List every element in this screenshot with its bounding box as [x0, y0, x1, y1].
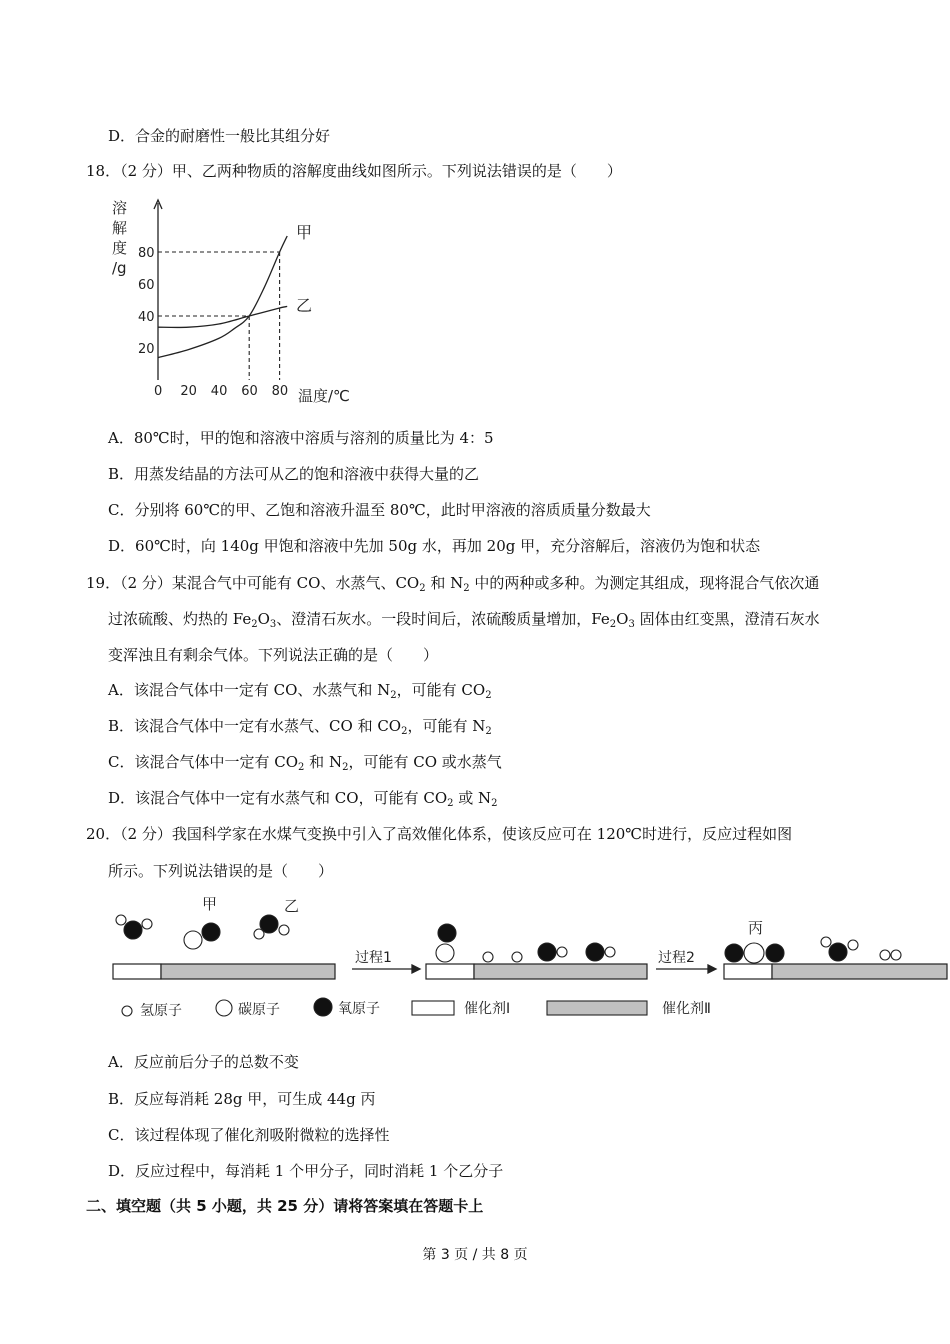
process-2-arrowhead-icon	[708, 965, 716, 973]
hydrogen-atom-icon	[557, 947, 567, 957]
q18-stem: 18．（2 分）甲、乙两种物质的溶解度曲线如图所示。下列说法错误的是（ ）	[86, 162, 622, 180]
legend-carbon-label: 碳原子	[238, 1002, 280, 1018]
process-1-label: 过程1	[355, 950, 392, 966]
q20-stem: 20．（2 分）我国科学家在水煤气变换中引入了高效催化体系，使该反应可在 120℃时进行，反应过程如图	[86, 825, 793, 843]
q18-option-d: D．60℃时，向 140g 甲饱和溶液中先加 50g 水，再加 20g 甲，充分溶解后，溶液仍为饱和状态	[108, 537, 761, 555]
legend-catalyst-2-swatch	[547, 1001, 647, 1015]
legend-hydrogen-icon	[122, 1006, 132, 1016]
process-1-arrowhead-icon	[412, 965, 420, 973]
hydrogen-atom-icon	[880, 950, 890, 960]
y-axis-label-char: 度	[112, 239, 128, 257]
y-tick-label: 20	[138, 342, 155, 357]
legend-catalyst-1-label: 催化剂Ⅰ	[464, 1001, 511, 1017]
carbon-atom-icon	[184, 931, 202, 949]
hydrogen-atom-icon	[848, 940, 858, 950]
label-jia: 甲	[202, 895, 218, 913]
carbon-atom-icon	[436, 944, 454, 962]
catalyst-1-surface	[724, 964, 772, 979]
legend-oxygen-icon	[314, 998, 332, 1016]
oxygen-atom-icon	[438, 924, 456, 942]
x-tick-label: 0	[154, 384, 163, 399]
y-axis-label-char: 溶	[112, 199, 128, 217]
x-tick-label: 20	[180, 384, 197, 399]
hydrogen-atom-icon	[483, 952, 493, 962]
oxygen-atom-icon	[124, 921, 142, 939]
carbon-atom-icon	[744, 943, 764, 963]
section-2-heading: 二、填空题（共 5 小题，共 25 分）请将答案填在答题卡上	[86, 1197, 484, 1215]
catalyst-2-surface	[161, 964, 335, 979]
oxygen-atom-icon	[260, 915, 278, 933]
reaction-process-diagram	[108, 890, 950, 1025]
q18-option-b: B．用蒸发结晶的方法可从乙的饱和溶液中获得大量的乙	[108, 465, 480, 483]
q18-option-a: A．80℃时，甲的饱和溶液中溶质与溶剂的质量比为 4：5	[108, 429, 494, 447]
x-tick-label: 60	[241, 384, 258, 399]
oxygen-atom-icon	[538, 943, 556, 961]
catalyst-2-surface	[772, 964, 947, 979]
q20-option-c: C．该过程体现了催化剂吸附微粒的选择性	[108, 1126, 390, 1144]
hydrogen-atom-icon	[116, 915, 126, 925]
q20-option-a: A．反应前后分子的总数不变	[108, 1053, 299, 1071]
q19-option-c: C．该混合气体中一定有 $CO_2$ 和 $N_2$，可能有 CO 或水蒸气	[108, 753, 502, 773]
q20-option-b: B．反应每消耗 28g 甲，可生成 44g 丙	[108, 1090, 376, 1108]
legend-hydrogen-label: 氢原子	[140, 1003, 182, 1019]
x-tick-label: 40	[210, 384, 228, 399]
legend-catalyst-1-swatch	[412, 1001, 454, 1015]
process-2-label: 过程2	[658, 950, 695, 966]
legend-oxygen-label: 氧原子	[338, 1001, 380, 1017]
page-footer: 第 3 页 / 共 8 页	[422, 1247, 528, 1263]
oxygen-atom-icon	[725, 944, 743, 962]
hydrogen-atom-icon	[605, 947, 615, 957]
q20-option-d: D．反应过程中，每消耗 1 个甲分子，同时消耗 1 个乙分子	[108, 1162, 504, 1180]
q19-stem-line2: 过浓硫酸、灼热的 $Fe_2O_3$、澄清石灰水。一段时间后，浓硫酸质量增加，$Fe_2O_3$ 固体由红变黑，澄清石灰水	[108, 610, 820, 630]
hydrogen-atom-icon	[821, 937, 831, 947]
catalyst-1-surface	[426, 964, 474, 979]
oxygen-atom-icon	[766, 944, 784, 962]
hydrogen-atom-icon	[512, 952, 522, 962]
legend-catalyst-2-label: 催化剂Ⅱ	[662, 1001, 711, 1017]
q19-option-d: D．该混合气体中一定有水蒸气和 CO，可能有 $CO_2$ 或 $N_2$	[108, 789, 498, 809]
y-axis-label-char: 解	[112, 219, 128, 237]
label-bing: 丙	[748, 919, 764, 937]
q20-stem-line2: 所示。下列说法错误的是（ ）	[108, 862, 334, 880]
q18-option-c: C．分别将 60℃的甲、乙饱和溶液升温至 80℃，此时甲溶液的溶质质量分数最大	[108, 501, 651, 519]
solubility-chart	[105, 192, 365, 410]
hydrogen-atom-icon	[142, 919, 152, 929]
oxygen-atom-icon	[829, 943, 847, 961]
series-label-jia: 甲	[296, 223, 313, 242]
oxygen-atom-icon	[202, 923, 220, 941]
q19-option-a: A．该混合气体中一定有 CO、水蒸气和 $N_2$，可能有 $CO_2$	[108, 681, 492, 701]
series-label-yi: 乙	[296, 296, 313, 315]
x-axis-label: 温度/℃	[298, 387, 350, 405]
label-yi: 乙	[284, 897, 300, 915]
q19-stem-line3: 变浑浊且有剩余气体。下列说法正确的是（ ）	[108, 646, 439, 664]
hydrogen-atom-icon	[891, 950, 901, 960]
x-tick-label: 80	[271, 384, 289, 399]
series-curve-yi	[158, 306, 287, 327]
y-tick-label: 40	[138, 310, 155, 325]
q19-option-b: B．该混合气体中一定有水蒸气、CO 和 $CO_2$，可能有 $N_2$	[108, 717, 492, 737]
catalyst-2-surface	[474, 964, 647, 979]
legend-carbon-icon	[216, 1000, 232, 1016]
q19-stem: 19．（2 分）某混合气中可能有 CO、水蒸气、$CO_2$ 和 $N_2$ 中的两种或多种。为测定其组成，现将混合气依次通	[86, 574, 820, 594]
q17-option-d: D．合金的耐磨性一般比其组分好	[108, 127, 331, 145]
hydrogen-atom-icon	[279, 925, 289, 935]
y-tick-label: 60	[138, 278, 155, 293]
y-axis-label-char: /g	[112, 259, 127, 277]
series-curve-jia	[158, 236, 287, 358]
y-tick-label: 80	[138, 246, 155, 261]
oxygen-atom-icon	[586, 943, 604, 961]
catalyst-1-surface	[113, 964, 161, 979]
